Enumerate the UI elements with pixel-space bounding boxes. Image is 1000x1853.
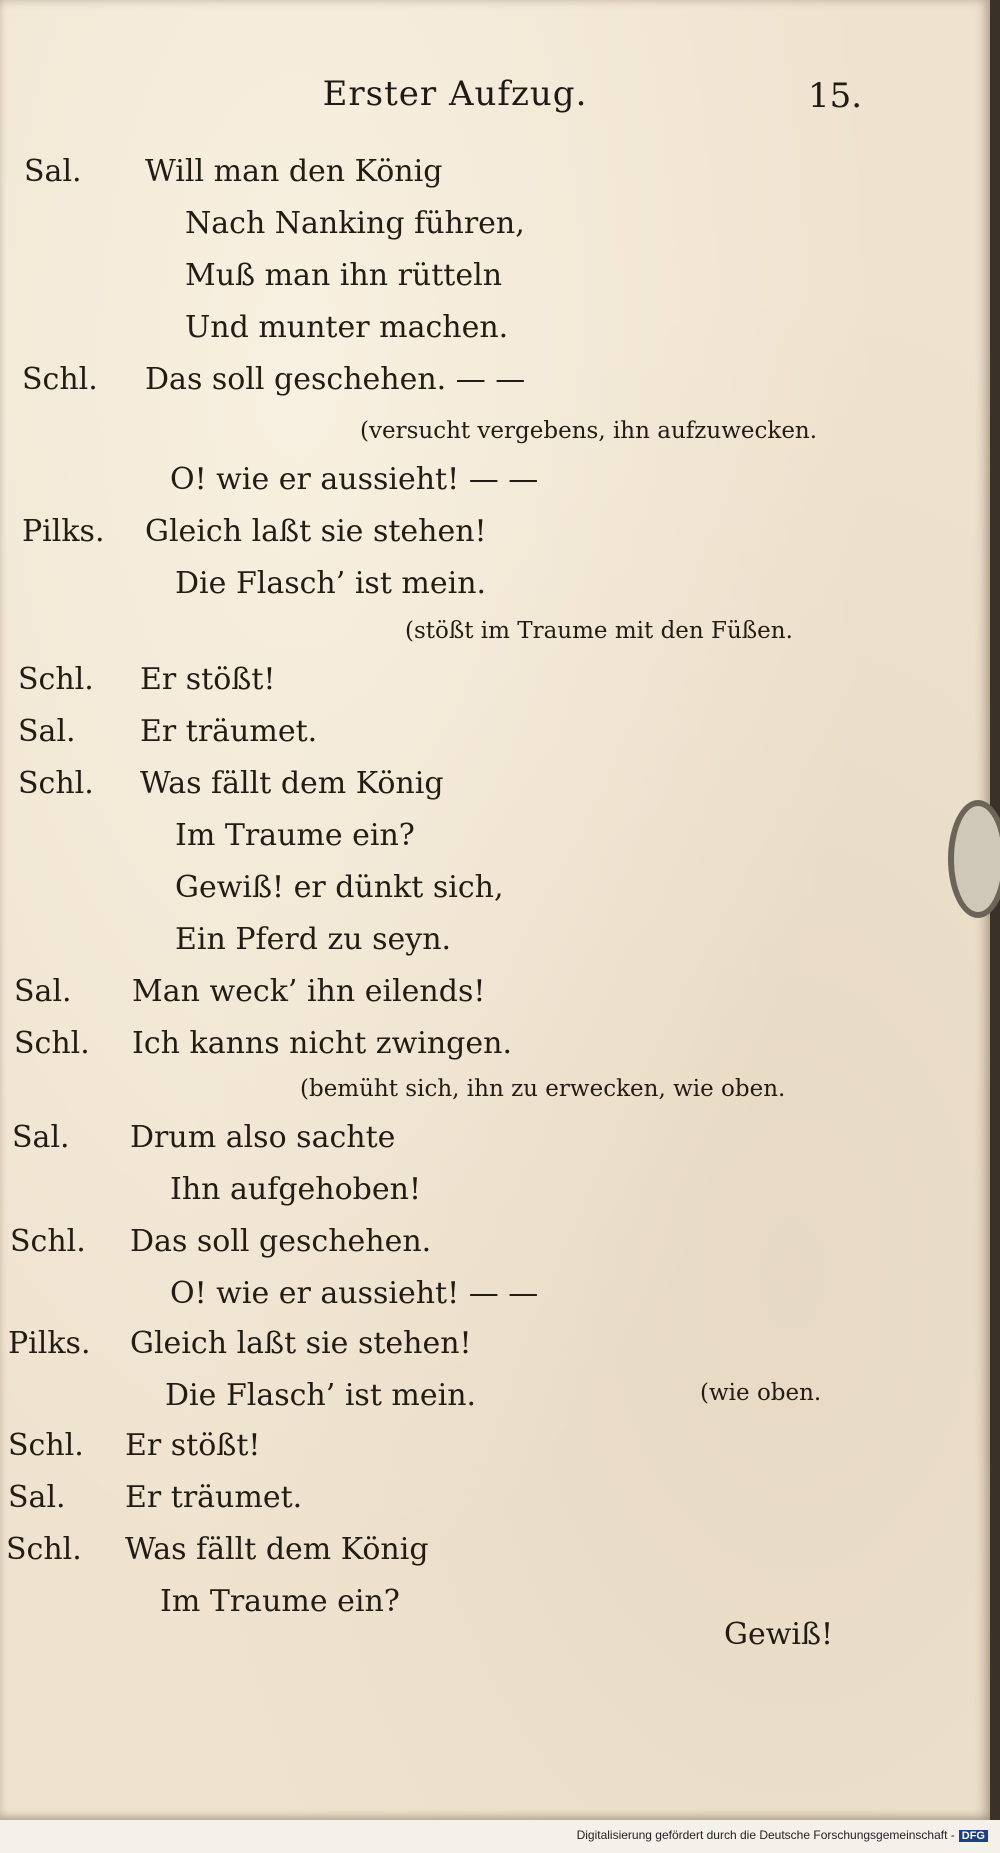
stage-direction: (stößt im Traume mit den Füßen. [405, 618, 793, 644]
verse-line: Ich kanns nicht zwingen. [132, 1026, 512, 1061]
speaker-label: Schl. [8, 1428, 84, 1463]
verse-line: Muß man ihn rütteln [185, 258, 503, 293]
verse-line: O! wie er aussieht! — — [170, 462, 539, 497]
verse-line: Er stößt! [140, 662, 276, 697]
verse-line: Die Flasch’ ist mein. [175, 566, 487, 601]
verse-line: Er träumet. [140, 714, 318, 749]
speaker-label: Sal. [14, 974, 72, 1009]
verse-line: Was fällt dem König [140, 766, 444, 801]
verse-line: Was fällt dem König [125, 1532, 429, 1567]
dfg-logo: DFG [959, 1830, 988, 1842]
verse-line: Im Traume ein? [160, 1584, 400, 1619]
speaker-label: Schl. [10, 1224, 86, 1259]
page-number: 15. [808, 76, 863, 116]
page-tab-notch [948, 800, 1000, 918]
verse-line: Die Flasch’ ist mein. [165, 1378, 477, 1413]
speaker-label: Sal. [18, 714, 76, 749]
verse-line: Man weck’ ihn eilends! [132, 974, 486, 1009]
verse-line: Und munter machen. [185, 310, 509, 345]
stage-direction: (bemüht sich, ihn zu erwecken, wie oben. [300, 1076, 786, 1102]
speaker-label: Sal. [12, 1120, 70, 1155]
verse-line: Gleich laßt sie stehen! [145, 514, 487, 549]
speaker-label: Schl. [18, 662, 94, 697]
funding-credit-text: Digitalisierung gefördert durch die Deutsche Forschungsgemeinschaft - [576, 1828, 955, 1842]
verse-line: Gleich laßt sie stehen! [130, 1326, 472, 1361]
page-title: Erster Aufzug. [322, 74, 588, 114]
speaker-label: Schl. [6, 1532, 82, 1567]
stage-direction: (versucht vergebens, ihn aufzuwecken. [360, 418, 818, 444]
speaker-label: Schl. [18, 766, 94, 801]
catchword: Gewiß! [724, 1617, 834, 1652]
verse-line: Nach Nanking führen, [185, 206, 525, 241]
verse-line: Er stößt! [125, 1428, 261, 1463]
verse-line: Ein Pferd zu seyn. [175, 922, 452, 957]
stage-direction: (wie oben. [700, 1380, 822, 1406]
verse-line: Will man den König [145, 154, 443, 189]
funding-credit [577, 1828, 988, 1842]
speaker-label: Pilks. [8, 1326, 91, 1361]
book-edge [990, 0, 1000, 1853]
speaker-label: Schl. [14, 1026, 90, 1061]
verse-line: Das soll geschehen. — — [145, 362, 526, 397]
speaker-label: Sal. [24, 154, 82, 189]
verse-line: Gewiß! er dünkt sich, [175, 870, 504, 905]
verse-line: Drum also sachte [130, 1120, 396, 1155]
verse-line: Ihn aufgehoben! [170, 1172, 422, 1207]
verse-line: O! wie er aussieht! — — [170, 1276, 539, 1311]
verse-line: Das soll geschehen. [130, 1224, 432, 1259]
speaker-label: Sal. [8, 1480, 66, 1515]
verse-line: Er träumet. [125, 1480, 303, 1515]
speaker-label: Schl. [22, 362, 98, 397]
speaker-label: Pilks. [22, 514, 105, 549]
verse-line: Im Traume ein? [175, 818, 415, 853]
